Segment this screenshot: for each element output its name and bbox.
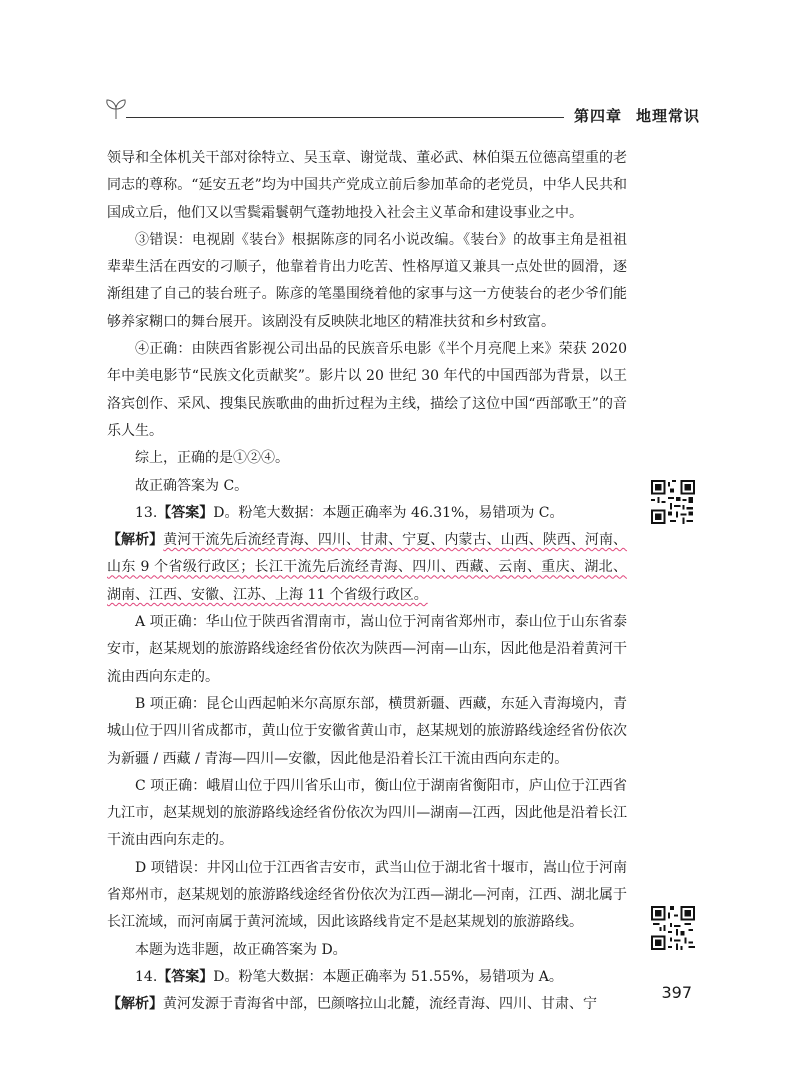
answer-tag: 【答案】 <box>157 504 214 521</box>
analysis-tag: 【解析】 <box>107 996 163 1013</box>
qr-code-icon[interactable] <box>651 480 695 524</box>
answer-tag: 【答案】 <box>157 968 214 985</box>
answer-text: D。粉笔大数据：本题正确率为 46.31%，易错项为 C。 <box>213 504 564 521</box>
option-analysis: D 项错误：井冈山位于江西省吉安市，武当山位于湖北省十堰市，嵩山位于河南省郑州市，赵某规划的旅游路线途经省份依次为江西—湖北—河南，江西、湖北属于长江流域，而河南属于黄河流域，因此该路线肯定不是赵某规划的旅游路线。 <box>107 859 627 931</box>
chapter-heading <box>574 105 700 126</box>
chapter-title: 地理常识 <box>635 107 700 125</box>
q13-answer <box>107 500 627 527</box>
option-analysis: A 项正确：华山位于陕西省渭南市，嵩山位于河南省郑州市，泰山位于山东省泰安市，赵某规划的旅游路线途经省份依次为陕西—河南—山东，因此他是沿着黄河干流由西向东走的。 <box>107 614 627 685</box>
paragraph: 综上，正确的是①②④。 <box>135 450 289 467</box>
paragraph: ④正确：由陕西省影视公司出品的民族音乐电影《半个月亮爬上来》荣获 2020 年中美电影节“民族文化贡献奖”。影片以 20 世纪 30 年代的中国西部为背景，以王洛宾创作、采风、搜集民族歌曲的曲折过程为主线，描绘了这位中国“西部歌王”的音乐人生。 <box>107 341 627 439</box>
analysis-text: 黄河干流先后流经青海、四川、甘肃、宁夏、内蒙古、山西、陕西、河南、山东 9 个省级行政区；长江干流先后流经青海、四川、西藏、云南、重庆、湖北、湖南、江西、安徽、江苏、上海 11 个省级行政区。 <box>107 532 628 603</box>
q14-answer <box>107 964 627 991</box>
qr-code-icon[interactable] <box>651 906 695 950</box>
analysis-text: 黄河发源于青海省中部，巴颜喀拉山北麓，流经青海、四川、甘肃、宁 <box>163 996 597 1013</box>
q13-analysis <box>107 527 627 609</box>
page-number: 397 <box>661 983 692 1002</box>
option-analysis: B 项正确：昆仑山西起帕米尔高原东部，横贯新疆、西藏，东延入青海境内，青城山位于四川省成都市，黄山位于安徽省黄山市，赵某规划的旅游路线途经省份依次为新疆 / 西藏 / 青海—四川—安徽，因此他是沿着长江干流由西向东走的。 <box>107 695 627 767</box>
q13-number: 13. <box>135 504 158 521</box>
q14-analysis <box>107 991 627 1018</box>
q13-conclusion: 本题为选非题，故正确答案为 D。 <box>135 941 347 958</box>
paragraph: 故正确答案为 C。 <box>135 477 249 494</box>
analysis-tag: 【解析】 <box>107 532 164 549</box>
answer-text: D。粉笔大数据：本题正确率为 51.55%，易错项为 A。 <box>213 968 563 985</box>
page-header <box>100 98 700 130</box>
page-body <box>107 145 627 1019</box>
paragraph: 领导和全体机关干部对徐特立、吴玉章、谢觉哉、董必武、林伯渠五位德高望重的老同志的尊称。“延安五老”均为中国共产党成立前后参加革命的老党员，中华人民共和国成立后，他们又以雪鬓霜鬟朝气蓬勃地投入社会主义革命和建设事业之中。 <box>107 150 627 221</box>
chapter-label: 第四章 <box>573 107 622 125</box>
paragraph: ③错误：电视剧《装台》根据陈彦的同名小说改编。《装台》的故事主角是祖祖辈辈生活在西安的刁顺子，他靠着肯出力吃苦、性格厚道又兼具一点处世的圆滑，逐渐组建了自己的装台班子。陈彦的笔墨围绕着他的家事与这一方使装台的老少爷们能够养家糊口的舞台展开。该剧没有反映陕北地区的精准扶贫和乡村致富。 <box>107 231 627 330</box>
option-analysis: C 项正确：峨眉山位于四川省乐山市，衡山位于湖南省衡阳市，庐山位于江西省九江市，赵某规划的旅游路线途经省份依次为四川—湖南—江西，因此他是沿着长江干流由西向东走的。 <box>107 777 627 849</box>
header-rule <box>126 117 564 118</box>
q14-number: 14. <box>135 968 158 985</box>
leaf-sprout-icon <box>104 98 128 120</box>
